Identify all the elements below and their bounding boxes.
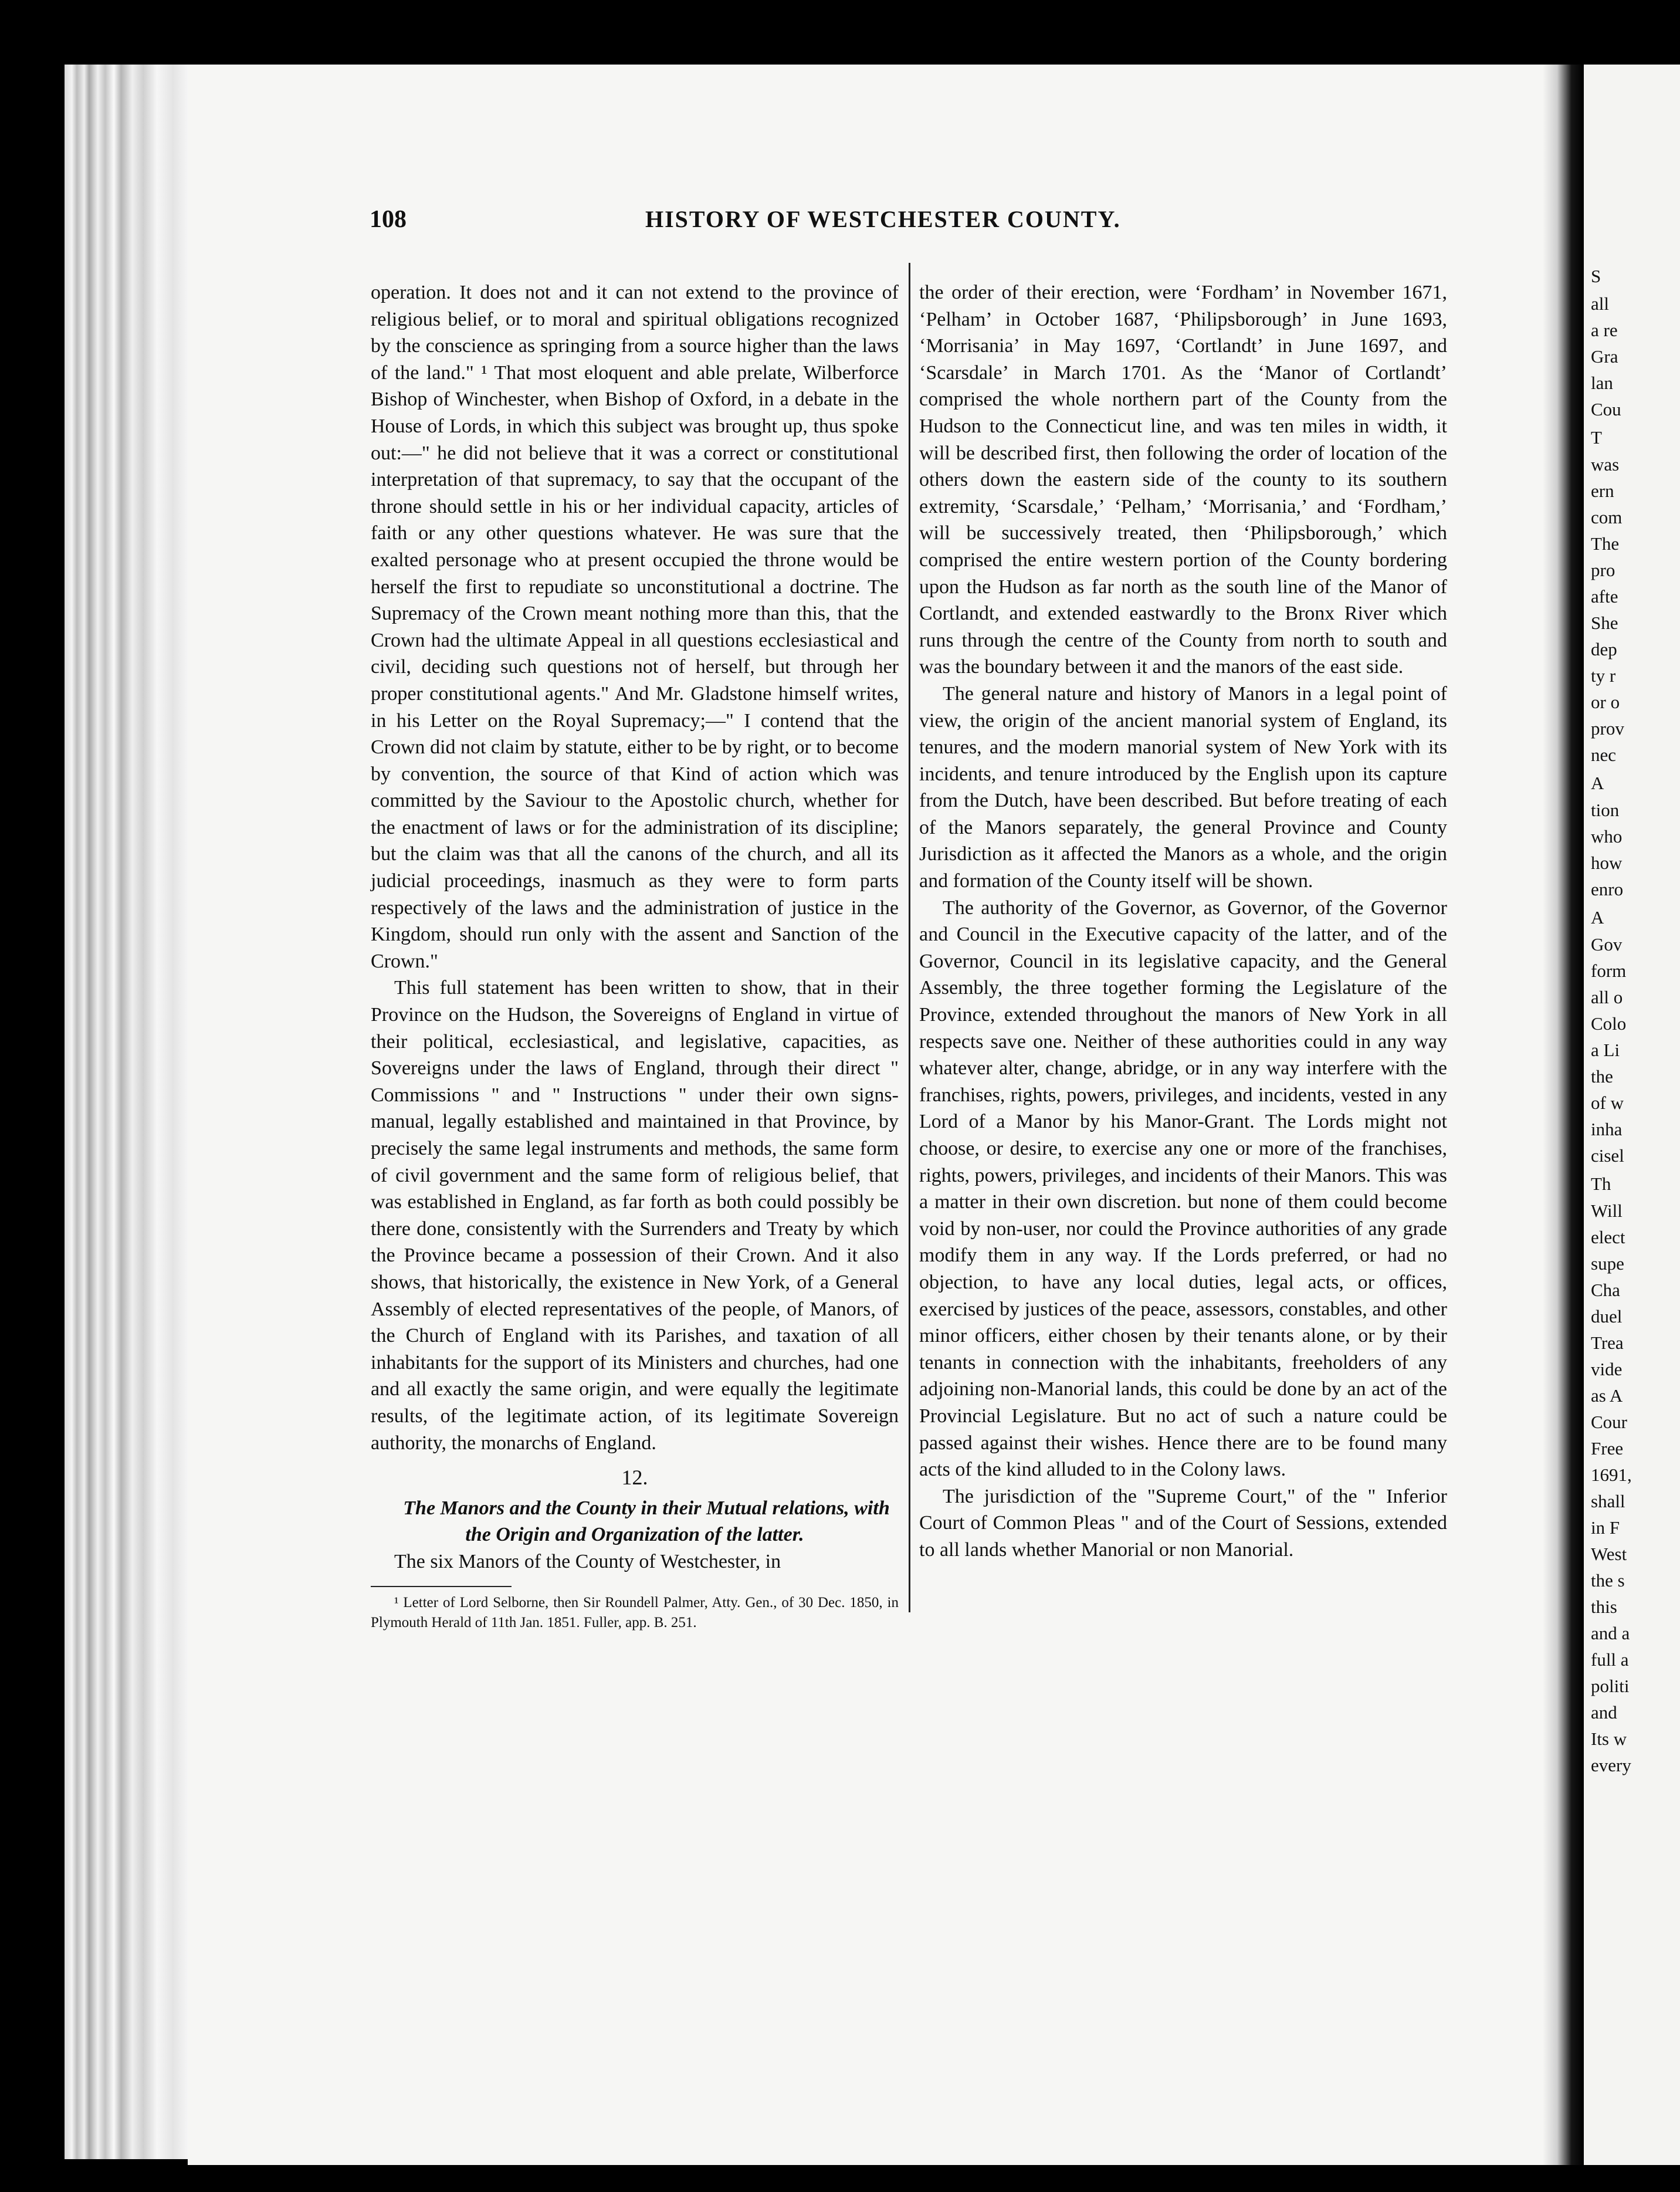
facing-page-fragment: who — [1591, 826, 1623, 847]
facing-page-fragment: Cou — [1591, 399, 1621, 420]
facing-page-fragment: Gov — [1591, 934, 1623, 955]
facing-page-fragment: ern — [1591, 481, 1614, 501]
right-column — [919, 279, 1447, 1564]
facing-page-fragment: duel — [1591, 1306, 1623, 1327]
section-title: The Manors and the County in their Mutual relations, with the Origin and Organization of the latter. — [403, 1497, 890, 1546]
paragraph: The general nature and history of Manors in a legal point of view, the origin of the ancient manorial system of England, its tenures, and the modern manorial system of New York with its incidents, and tenure introduced by the English upon its capture from the Dutch, have been described. But before treating of each of the Manors separately, the general Province and County Jurisdiction as it affected the Manors as a whole, and the origin and formation of the County itself will be shown. — [919, 682, 1447, 892]
paragraph: the order of their erection, were ‘Fordham’ in November 1671, ‘Pelham’ in October 1687, ‘Philipsborough’ in June 1693, ‘Morrisania’ in May 1697, ‘Cortlandt’ in June 1697, and ‘Scarsdale’ in March 1701. As the ‘Manor of Cortlandt’ comprised the whole northern part of the County from the Hudson to the Connecticut line, and was ten miles in width, it will be described first, then following the order of location of the others down the eastern side of the county to its southern extremity, ‘Scarsdale,’ ‘Pelham,’ ‘Morrisania,’ and ‘Fordham,’ will be successively treated, then ‘Philipsborough,’ which comprised the entire western portion of the County bordering upon the Hudson as far north as the south line of the Manor of Cortlandt, and extended eastwardly to the Bronx River which runs through the centre of the County from north to south and was the boundary between it and the manors of the east side. — [919, 282, 1447, 678]
facing-page-fragment: A — [1591, 907, 1604, 928]
facing-page-fragment: this — [1591, 1596, 1617, 1617]
facing-page-fragment: all o — [1591, 987, 1623, 1007]
facing-page-fragment: com — [1591, 507, 1623, 527]
scan-border-left — [0, 0, 65, 2192]
facing-page-fragment: enro — [1591, 879, 1624, 899]
facing-page-fragment: Th — [1591, 1173, 1611, 1194]
facing-page-fragment: of w — [1591, 1092, 1624, 1113]
facing-page-fragment: Free — [1591, 1438, 1624, 1459]
facing-page-fragment: inha — [1591, 1119, 1623, 1139]
paragraph: The jurisdiction of the "Supreme Court," of the " Inferior Court of Common Pleas " and of the Court of Sessions, extended to all lands whether Manorial or non Manorial. — [919, 1485, 1447, 1561]
facing-page-fragment: She — [1591, 613, 1618, 633]
facing-page-fragment: tion — [1591, 800, 1620, 820]
facing-page-fragment: nec — [1591, 745, 1617, 765]
facing-page-fragment: as A — [1591, 1385, 1623, 1406]
facing-page-fragment: all — [1591, 293, 1609, 314]
facing-page-fragment: Colo — [1591, 1013, 1627, 1034]
facing-page-fragment: Cour — [1591, 1412, 1627, 1432]
facing-page-fragment: every — [1591, 1755, 1631, 1775]
facing-page-fragment: politi — [1591, 1676, 1630, 1696]
facing-page-fragment: shall — [1591, 1491, 1625, 1511]
scan-border-bottom — [0, 2165, 1680, 2192]
facing-page — [1584, 65, 1680, 2165]
page-number: 108 — [370, 206, 407, 233]
facing-page-fragment: A — [1591, 773, 1604, 793]
paragraph: operation. It does not and it can not extend to the province of religious belief, or to moral and spiritual obligations recognized by the conscience as springing from a source higher than the laws of the land." ¹ That most eloquent and able prelate, Wilberforce Bishop of Winchester, when Bishop of Oxford, in a debate in the House of Lords, in which this subject was brought up, thus spoke out:—" he did not believe that it was a correct or constitutional interpretation of that supremacy, to say that the occupant of the throne should settle in his or her individual capacity, articles of faith or any other questions whatever. He was sure that the exalted personage who at present occupied the throne would be herself the first to repudiate so unconstitutional a doctrine. The Supremacy of the Crown meant nothing more than this, that the Crown had the ultimate Appeal in all questions ecclesiastical and civil, deciding such questions not of herself, but through her proper constitutional agents." And Mr. Gladstone himself writes, in his Letter on the Royal Supremacy;—" I contend that the Crown did not claim by statute, either to be by right, or to become by convention, the source of that Kind of action which was committed by the Saviour to the Apostolic church, whether for the enactment of laws or for the administration of its discipline; but the claim was that all the canons of the church, and all its judicial proceedings, inasmuch as they were to form parts respectively of the laws and the administration of justice in the Kingdom, should run only with the assent and Sanction of the Crown." — [371, 282, 899, 972]
facing-page-fragment: 1691, — [1591, 1464, 1632, 1485]
column-rule — [909, 263, 910, 1612]
facing-page-fragment: a Li — [1591, 1040, 1620, 1060]
scan-border-top — [0, 0, 1680, 70]
facing-page-fragment: the — [1591, 1066, 1613, 1087]
page-edge-binding — [65, 65, 188, 2159]
facing-page-fragment: Gra — [1591, 346, 1618, 367]
facing-page-fragment: in F — [1591, 1517, 1620, 1538]
facing-page-fragment: form — [1591, 960, 1627, 981]
facing-page-fragment: and — [1591, 1702, 1617, 1723]
paragraph: The six Manors of the County of Westchester, in — [394, 1550, 781, 1572]
book-gutter — [1543, 65, 1584, 2165]
footnote: ¹ Letter of Lord Selborne, then Sir Roundell Palmer, Atty. Gen., of 30 Dec. 1850, in Plymouth Herald of 11th Jan. 1851. Fuller, app. B. 251. — [371, 1594, 899, 1631]
facing-page-fragment: full a — [1591, 1649, 1629, 1670]
facing-page-fragment: pro — [1591, 560, 1615, 580]
facing-page-fragment: prov — [1591, 718, 1624, 739]
facing-page-fragment: cisel — [1591, 1145, 1624, 1166]
facing-page-fragment: The — [1591, 533, 1620, 554]
section-number: 12. — [621, 1466, 648, 1490]
facing-page-fragment: West — [1591, 1544, 1627, 1564]
paragraph: The authority of the Governor, as Governor, of the Governor and Council in the Executive capacity of the latter, and of the Governor, Council in its legislative capacity, and the General Assembly, the three together forming the Legislature of the Province, extended throughout the manors of New York in all respects save one. Neither of these authorities could in any way whatever alter, change, abridge, or in any way interfere with the franchises, rights, powers, privileges, and incidents, vested in any Lord of a Manor by his Manor-Grant. The Lords might not choose, or desire, to exercise any one or more of the franchises, rights, powers, privileges, and incidents of their Manors. This was a matter in their own discretion. but none of them could become void by non-user, nor could the Province authorities of any grade modify them in any way. If the Lords preferred, or had no objection, to have any local duties, legal acts, or offices, exercised by justices of the peace, assessors, constables, and other minor officers, either chosen by their tenants alone, or by their tenants in connection with the inhabitants, freeholders of any adjoining non-Manorial lands, this could be done by an act of the Provincial Legislature. But no act of such a nature could be passed against their wishes. Hence there are to be found many acts of the kind alluded to in the Colony laws. — [919, 897, 1447, 1481]
facing-page-fragment: dep — [1591, 639, 1617, 659]
facing-page-fragment: elect — [1591, 1227, 1625, 1247]
facing-page-fragment: and a — [1591, 1623, 1630, 1643]
paragraph: This full statement has been written to show, that in their Province on the Hudson, the Sovereigns of England in virtue of their political, ecclesiastical, and legislative, capacities, as Sovereigns under the laws of England, through their direct " Commissions " and " Instructions " under their own signs-manual, legally established and maintained in that Province, by precisely the same legal instruments and methods, the same form of civil government and the same form of religious belief, that was established in England, as far forth as both could possibly be there done, consistently with the Surrenders and Treaty by which the Province became a possession of their Crown. And it also shows, that historically, the existence in New York, of a General Assembly of elected representatives of the people, of Manors, of the Church of England with its Parishes, and taxation of all inhabitants for the support of its Ministers and churches, had one and all exactly the same origin, and were equally the legitimate results, of the legitimate action, of its legitimate Sovereign authority, the monarchs of England. — [371, 977, 899, 1454]
facing-page-fragment: lan — [1591, 373, 1613, 393]
facing-page-fragment: afte — [1591, 586, 1618, 607]
facing-page-fragment: S — [1591, 266, 1601, 286]
footnote-rule — [371, 1586, 512, 1587]
facing-page-fragment: Cha — [1591, 1280, 1620, 1300]
facing-page-fragment: was — [1591, 454, 1620, 475]
facing-page-fragment: a re — [1591, 320, 1618, 340]
left-column — [371, 279, 899, 1633]
facing-page-fragment: T — [1591, 427, 1602, 448]
running-title: HISTORY OF WESTCHESTER COUNTY. — [645, 206, 1121, 232]
facing-page-fragment: Its w — [1591, 1728, 1627, 1749]
facing-page-fragment: how — [1591, 853, 1623, 873]
facing-page-fragment: vide — [1591, 1359, 1623, 1379]
facing-page-fragment: the s — [1591, 1570, 1625, 1591]
facing-page-fragment: Trea — [1591, 1332, 1624, 1353]
facing-page-fragment: supe — [1591, 1253, 1624, 1274]
facing-page-fragment: Will — [1591, 1200, 1623, 1221]
facing-page-fragment: or o — [1591, 692, 1620, 712]
facing-page-fragment: ty r — [1591, 665, 1616, 686]
